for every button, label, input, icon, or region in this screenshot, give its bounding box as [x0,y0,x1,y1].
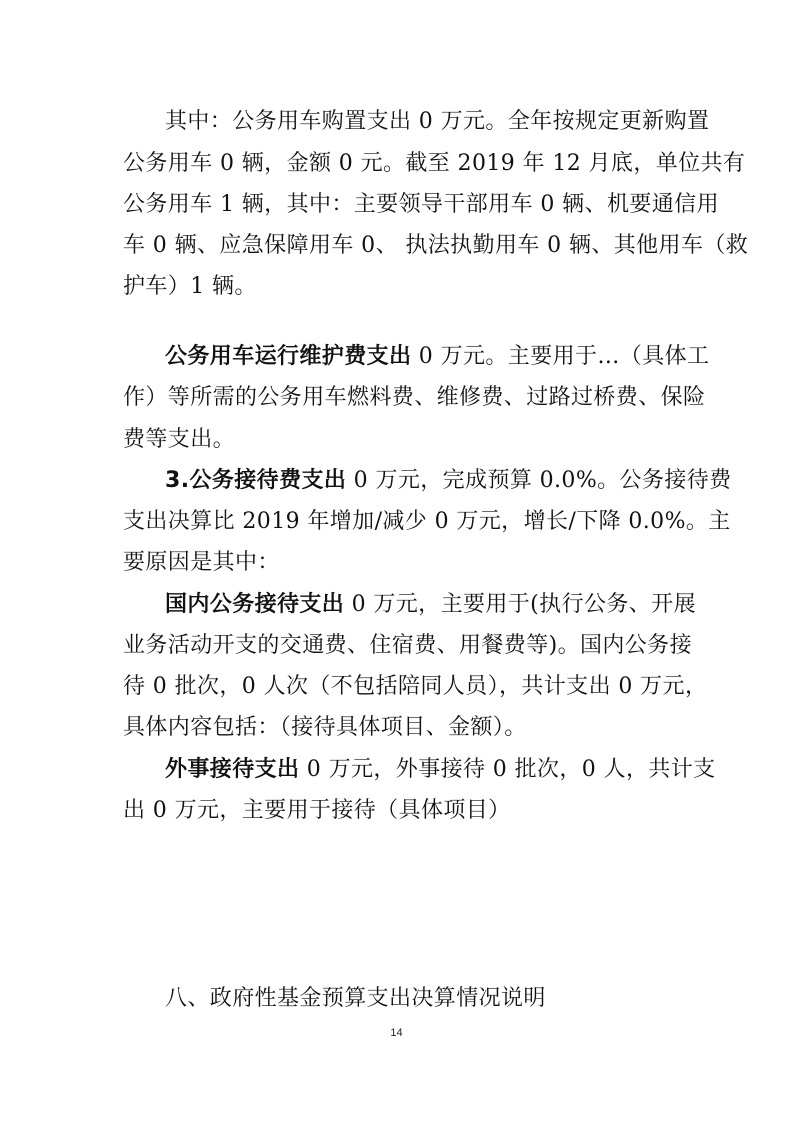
para2-heading: 公务用车运行维护费支出 [165,344,412,369]
para5-line1 [165,757,716,783]
para4-line3: 待 0 批次，0 人次（不包括陪同人员），共计支出 0 万元， [123,674,708,699]
page-number: 14 [390,1027,403,1039]
para1-line1: 其中：公务用车购置支出 0 万元。全年按规定更新购置 [165,109,710,134]
para3-line1 [165,468,732,494]
para2-line1-text: 0 万元。主要用于…（具体工 [411,344,710,369]
section-heading: 八、政府性基金预算支出决算情况说明 [165,986,546,1011]
para4-line2: 业务活动开支的交通费、住宿费、用餐费等)。国内公务接 [123,633,692,658]
para2-line2: 作）等所需的公务用车燃料费、维修费、过路过桥费、保险 [123,385,706,410]
para4-line1-text: 0 万元，主要用于(执行公务、开展 [344,592,696,617]
para1-line2: 公务用车 0 辆，金额 0 元。截至 2019 年 12 月底，单位共有 [123,151,746,176]
para2-line1 [165,344,709,370]
para4-line4: 具体内容包括：（接待具体项目、金额）。 [123,715,527,740]
para1-line3: 公务用车 1 辆，其中：主要领导干部用车 0 辆、机要通信用 [123,192,719,217]
para5-line1-text: 0 万元，外事接待 0 批次，0 人，共计支 [299,757,716,782]
para1-line4: 车 0 辆、应急保障用车 0、 执法执勤用车 0 辆、其他用车（救 [123,233,749,258]
para5-line2: 出 0 万元，主要用于接待（具体项目） [123,798,511,823]
para2-line3: 费等支出。 [123,427,236,452]
para4-line1 [165,592,696,618]
para5-heading: 外事接待支出 [165,757,300,782]
para3-line3: 要原因是其中： [123,550,280,575]
para1-line5: 护车）1 辆。 [123,274,257,299]
para3-line2: 支出决算比 2019 年增加/减少 0 万元，增长/下降 0.0%。主 [123,509,731,534]
para3-heading: 3.公务接待费支出 [165,468,347,493]
para3-line1-text: 0 万元，完成预算 0.0%。公务接待费 [346,468,732,493]
para4-heading: 国内公务接待支出 [165,592,345,617]
